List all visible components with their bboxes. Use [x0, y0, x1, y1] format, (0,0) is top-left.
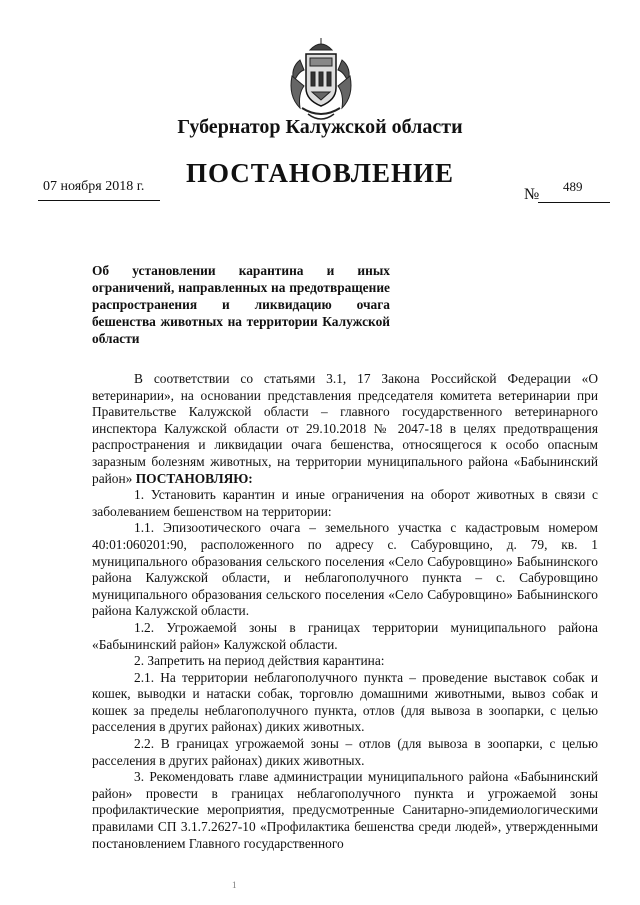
preamble-text: В соответствии со статьями 3.1, 17 Закона Российской Федерации «О ветеринарии», на основании представления председателя комитета ветеринарии при Правительстве Калужской области – главного государственного ветеринарного инспектора Калужской области от 29.10.2018 № 2047-18 в целях предотвращения распространения и ликвидации очага бешенства, относящегося к особо опасным заразным болезням животных, на территории муниципального района «Бабынинский район» — [92, 371, 598, 486]
item-1-1: 1.1. Эпизоотического очага – земельного участка с кадастровым номером 40:01:060201:90, расположенного по адресу с. Сабуровщино, д. 79, кв. 1 муниципального образования сельского поселения «Село Сабуровщино» Бабынинского района Калужской области, и неблагополучного пункта – с. Сабуровщино муниципального образования сельского поселения «Село Сабуровщино» Бабынинского района Калужской области. — [92, 520, 598, 619]
page-mark: 1 — [232, 880, 237, 890]
document-date: 07 ноября 2018 г. — [43, 179, 145, 194]
number-label: № — [524, 186, 540, 203]
document-type-title: ПОСТАНОВЛЕНИЕ — [185, 158, 455, 188]
number-underline — [538, 202, 610, 203]
item-2-2: 2.2. В границах угрожаемой зоны – отлов (для вывоза в зоопарки, с целью расселения в других районах) диких животных. — [92, 736, 598, 768]
preamble-paragraph — [92, 371, 598, 487]
item-2-1: 2.1. На территории неблагополучного пункта – проведение выставок собак и кошек, выводки и натаски собак, торговлю домашними животными, вывоз собак и кошек за пределы неблагополучного пункта, отлов (для вывоза в зоопарки, с целью расселения в других районах) диких животных. — [92, 669, 598, 735]
document-subject: Об установлении карантина и иных ограничений, направленных на предотвращение распространения и ликвидацию очага бешенства животных на территории Калужской области — [92, 263, 390, 346]
decree-keyword: ПОСТАНОВЛЯЮ: — [135, 470, 253, 486]
item-3: 3. Рекомендовать главе администрации муниципального района «Бабынинский район» провести в границах неблагополучного пункта и угрожаемой зоны профилактические мероприятия, предусмотренные Санитарно-эпидемиологическими правилами СП 3.1.7.2627-10 «Профилактика бешенства среди людей», утвержденными постановлением Главного государственного — [92, 769, 598, 851]
document-body — [92, 371, 598, 852]
coat-of-arms-emblem — [286, 36, 356, 126]
issuer-title: Губернатор Калужской области — [177, 116, 463, 138]
item-1-2: 1.2. Угрожаемой зоны в границах территории муниципального района «Бабынинский район» Калужской области. — [92, 619, 598, 652]
item-2: 2. Запретить на период действия карантина: — [134, 653, 385, 669]
date-underline — [38, 200, 160, 201]
item-1: 1. Установить карантин и иные ограничения на оборот животных в связи с заболеванием бешенством на территории: — [92, 487, 598, 519]
document-number: 489 — [563, 179, 583, 194]
